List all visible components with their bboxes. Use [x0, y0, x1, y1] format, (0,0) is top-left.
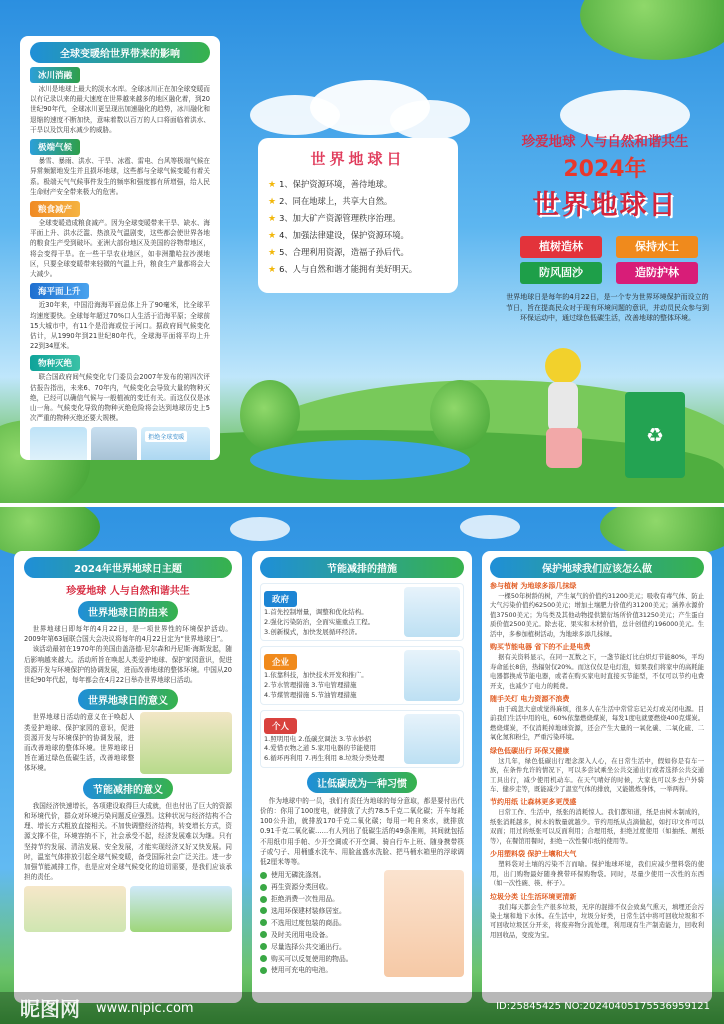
bottom-illustrations: [24, 886, 232, 932]
earth-day-list-item: [268, 177, 448, 194]
actions-title: 保护地球我们应该怎么做: [490, 557, 704, 578]
action-section: [490, 581, 704, 639]
recycle-bin-icon: ♻: [625, 392, 685, 478]
group-item: 2.强化污染防治，全面实施重点工程。: [264, 617, 375, 626]
list-item-text: 4、加强法律建设，保护资源环境。: [279, 230, 409, 241]
action-section: [490, 892, 704, 941]
theme-title: 2024年世界地球日主题: [24, 557, 232, 578]
bullet-icon: [260, 919, 267, 926]
lowcarbon-list-item: [260, 965, 384, 977]
lowcarbon-text: 作为地球中的一员，我们有责任为地球的每分意取，都是要付出代价的：你用了100度电，就排放了大约78.5千克二氧化碳；开车每耗100公升油，就排放170千克二氧化碳；每用一吨自来水，就排放0.91千克二氧化碳……有人列出了低碳生活的49条准则，其间就包括不用纸巾用手帕、少开空调或不开空调、骑自行车上班、随身携带筷子或勺子、用桶盛水洗车、用脸盆盛水洗脸、把马桶水箱里的浮球调低2厘米等等。: [260, 796, 464, 867]
list-item-text: 再生资源分类回收。: [271, 883, 333, 892]
cover-slogan: 珍爱地球 人与自然和谐共生: [521, 134, 689, 150]
action-text: 日常工作、生活中，纸张的消耗惊人。我们都知道，纸是由树木制成的，纸张消耗越多，树木的数量就越少。节约用纸从点滴做起，如打印文件可以双面；用过的纸张可以反面利用；合理用纸，拒绝过度使用（如抽纸、厕纸等），在餐馆用餐时，拒绝一次性餐巾纸的使用等。: [490, 809, 704, 845]
bullet-icon: [260, 955, 267, 962]
brochure-outside: [0, 0, 724, 503]
tag-plant-trees: 植树造林: [520, 236, 602, 258]
lowcarbon-list-item: [260, 954, 384, 966]
worker-body: [548, 382, 578, 432]
earth-day-list-item: [268, 211, 448, 228]
measure-group: [260, 646, 464, 704]
impact-section-extreme-weather: [30, 135, 210, 197]
section-text: 暴雪、暴雨、洪水、干旱、冰雹、雷电、台风等极端气候在异常频繁地发生并且损坏地球，这些都与全球气候变暖有着关系。极端天气气候事件发生的频率和强度都有所增强，给人民生命财产安全带来极大的危害。: [30, 157, 211, 196]
group-label: 政府: [264, 591, 297, 607]
stop-warming-image: [141, 427, 210, 460]
tree-foliage: [600, 507, 724, 557]
lowcarbon-list-item: [260, 882, 384, 894]
list-item-text: 5、合理利用资源，造福子孙后代。: [279, 247, 409, 258]
tree-foliage: [0, 507, 100, 557]
star-icon: ★: [268, 231, 277, 242]
stop-warming-caption: 拒绝全球变暖: [145, 431, 187, 442]
list-item-text: 使用无磷洗涤剂。: [271, 871, 326, 880]
watermark-url: www.nipic.com: [96, 1001, 194, 1016]
list-item-text: 6、人与自然和谐才能拥有美好明天。: [279, 264, 418, 275]
bullet-icon: [260, 884, 267, 891]
star-icon: ★: [268, 180, 277, 190]
garden-image: [130, 886, 232, 932]
factory-image: [91, 427, 137, 460]
action-text: 我们每天都会生产很多垃圾，无序的混排不仅会致臭气熏天，填埋还会污染土壤和地下水体。在生活中，垃圾分好类，日常生活中将可回收垃圾和不可回收垃圾区分开来，将废弃物分流处理，利用现有生产制造能力，回收利用回收品，变废为宝。: [490, 903, 704, 939]
lowcarbon-row: [260, 870, 464, 977]
lowcarbon-list-item: [260, 906, 384, 918]
group-item: 4.爱惜衣物之道 5.家用电器的节能使用: [264, 744, 376, 753]
worker-hat: [545, 348, 581, 384]
group-item: 2.节水管理措施 3.节电管理措施: [264, 681, 357, 689]
lowcarbon-list: [260, 870, 384, 977]
list-item-text: 不选用过度包装的商品。: [271, 918, 346, 927]
tag-sand-fixation: 防风固沙: [520, 262, 602, 284]
actions-sections: [490, 581, 704, 940]
measures-title: 节能减排的措施: [260, 557, 464, 578]
action-heading: 购买节能电器 省下的不止是电费: [490, 643, 591, 652]
section-text: 冰川是地球上最大的淡水水库。全球冰川正在加全球变暖而以有记录以来的最大速度在世界越来越多的地区融化着，到20世纪90年代，全球冰川更呈现出加速融化的趋势，冰川融化和退缩的速度不断加快，意味着数以百万的人口将面临着洪水、干旱以及饮用水减少的威胁。: [30, 85, 211, 134]
tag-soil-conservation: 保持水土: [616, 236, 698, 258]
bullet-icon: [260, 872, 267, 879]
worker-pants: [546, 428, 582, 468]
earth-day-list-item: [268, 194, 448, 211]
action-section: [490, 642, 704, 691]
meaning-text: 世界地球日活动的意义在于唤起人类爱护地球、保护家园的意识，促进资源开发与环境保护的协调发展，进而改善地球的整体环境。世界地球日旨在通过绿色低碳生活，改善地球整体环境。: [24, 713, 135, 773]
lowcarbon-list-item: [260, 942, 384, 954]
recycling-kids-image: [384, 870, 464, 977]
measures-panel: [252, 551, 472, 1003]
action-section: [490, 694, 704, 743]
group-item: 4.节煤管理措施 5.节油管理措施: [264, 690, 357, 699]
tree-foliage: [430, 380, 490, 450]
group-illustration: [404, 650, 460, 700]
action-section: [490, 797, 704, 846]
watermark-id: ID:25845425 NO:20240405175536959121: [496, 1001, 710, 1012]
earth-day-list-panel: [258, 138, 458, 293]
action-section: [490, 849, 704, 888]
cloud-shape: [460, 515, 520, 539]
origin-text-2: 该活动最初在1970年的美国由盖洛德·尼尔森和丹尼斯·海斯发起，随后影响越来越大。活动所旨在唤起人类爱护地球、保护家园意识，促进资源开发与环境保护的协调发展，进而改善地球的整体环境。中国从20世纪90年代起，每年都会在4月22日举办世界地球日活动。: [24, 645, 232, 685]
action-text: 据有关资料显示，在同一瓦数之下，一盏节能灯比白炽灯节能80%，平均寿命延长8倍，热辐射仅20%。而这仅仅是电灯泡，如果我们将家中的高耗能电器都换成节能电器，或者在购买家电时直接买节能型，不仅可以节约电费开支，也减少了电力的耗费。: [490, 654, 704, 690]
tree-foliage: [240, 380, 300, 450]
list-item-text: 拒绝消费一次性用品。: [271, 895, 339, 904]
action-heading: 垃圾分类 让生活环境更清新: [490, 892, 577, 901]
impact-section-food: [30, 197, 210, 279]
actions-panel: [482, 551, 712, 1003]
list-item-text: 2、同在地球上，共享大自然。: [279, 196, 393, 207]
bullet-icon: [260, 896, 267, 903]
measures-groups: [260, 583, 464, 768]
theme-panel: [14, 551, 242, 1003]
action-text: 这几年，绿色低碳出行理念深入人心，在日常生活中，假如你是有车一族，在条件允许的情况下，可以多尝试乘坐公共交通出行或者选择公共交通工具出行，减少使用机动车。在天气晴好的时候，大家也可以多去户外骑车、健步走等，既能减少了温室气体的排放，又能锻炼身体，一举两得。: [490, 757, 704, 793]
earth-day-list-item: [268, 228, 448, 245]
lowcarbon-list-item: [260, 894, 384, 906]
group-item: 1.依靠科技，加快技术开发和推广。: [264, 671, 368, 680]
section-label: 冰川消融: [30, 67, 80, 83]
kids-planting-image: [140, 712, 232, 773]
impact-title: 全球变暖给世界带来的影响: [30, 42, 210, 63]
impact-illustrations: [30, 427, 210, 460]
star-icon: ★: [268, 248, 277, 259]
bullet-icon: [260, 967, 267, 974]
meaning-heading: 世界地球日的意义: [78, 689, 178, 710]
group-item: 1.照明用电 2.低碳烹调法 3.节水妙招: [264, 734, 372, 743]
cloud-shape: [390, 100, 470, 140]
list-item-text: 3、加大矿产资源管理秩序治理。: [279, 213, 401, 224]
pond-shape: [250, 440, 470, 480]
brochure-inside: [0, 507, 724, 1024]
section-label: 海平面上升: [30, 283, 89, 299]
section-label: 物种灭绝: [30, 355, 80, 371]
saving-meaning-text: 我国经济快速增长，各项建设取得巨大成就，但也付出了巨大的资源和环境代价，群众对环境污染问题反应强烈。这种状况与经济结构不合理、增长方式粗放直接相关。不加快调整经济结构，转变增长方式，资源支撑不住，环境容纳不下，社会承受不起，经济发展难以为继。只有坚持节约发展、清洁发展、安全发展，才能实现经济又好又快发展。同时，温室气体排放引起全球气候变暖，备受国际社会广泛关注。进一步加强节能减排工作，也是应对全球气候变化的迫切需要，是我们应该承担的责任。: [24, 801, 232, 882]
action-heading: 节约用纸 让森林更多更茂盛: [490, 798, 577, 807]
origin-text-1: 世界地球日即每年的4月22日，是一项世界性的环境保护活动。2009年第63届联合国大会决议将每年的4月22日定为“世界地球日”。: [24, 625, 232, 644]
cover-heading: [490, 130, 720, 222]
section-label: 极端气候: [30, 139, 80, 155]
tree-foliage: [580, 0, 724, 60]
group-item: 6.循环再利用 7.再生利用 8.垃圾分类处理: [264, 754, 385, 762]
section-label: 粮食减产: [30, 201, 80, 217]
group-label: 个人: [264, 718, 297, 734]
saving-meaning-heading: 节能减排的意义: [83, 778, 173, 799]
bullet-icon: [260, 943, 267, 950]
action-heading: 绿色低碳出行 环保又健康: [490, 746, 570, 755]
action-section: [490, 746, 704, 795]
bullet-icon: [260, 907, 267, 914]
list-item-text: 选用环保建材装修居室。: [271, 906, 346, 915]
cloud-shape: [230, 517, 290, 541]
group-label: 企业: [264, 654, 297, 670]
bullet-icon: [260, 931, 267, 938]
group-item: 1.首先控制增量，调整和优化结构。: [264, 608, 368, 616]
watermark-logo: 昵图网: [20, 997, 80, 1021]
action-heading: 参与植树 为地球多添几抹绿: [490, 582, 577, 590]
theme-slogan: 珍爱地球 人与自然和谐共生: [66, 586, 190, 597]
lowcarbon-heading: 让低碳成为一种习惯: [307, 772, 417, 793]
action-text: 一棵50年树龄的树，产生氧气的价值约31200美元；吸收有毒气体、防止大气污染价值约62500美元；增加土壤肥力价值约31200美元；涵养水源价值37500美元；为鸟类及其他动物提供繁衍场所价值31250美元；产生蛋白质价值2500美元。除去花、果实和木材价值，总计创值约196000美元。生活中，多参加植树活动，为地球多添几抹绿。: [490, 593, 704, 638]
family-image: [24, 886, 126, 932]
cover-title: 世界地球日: [532, 190, 678, 221]
cover-description: 世界地球日是每年的4月22日，是一个专为世界环境保护而设立的节日，旨在提高民众对于现有环境问题的意识，并动员民众参与到环保运动中，通过绿色低碳生活，改善地球的整体环境。: [506, 293, 709, 322]
action-text: 塑料袋对土壤的污染不言而喻。保护地球环境，我们应减少塑料袋的使用，出门购物最好随身携带环保购物袋。同时，尽量少使用一次性的东西（如一次性碗、筷、杯子）。: [490, 861, 704, 888]
star-icon: ★: [268, 214, 277, 225]
measure-group: [260, 583, 464, 641]
impact-section-extinction: [30, 351, 210, 423]
section-text: 全球变暖造成粮食减产。因为全球变暖带来干旱、缺水、海平面上升、洪水泛滥、热浪及气温剧变，这些都会使世界各地的粮食生产受到破坏。亚洲大部份地区及美国的谷物带地区，将会变得干旱。在一些干旱农业地区，如非洲撒哈拉沙漠地区，只要全球变暖带来轻微的气温上升，粮食生产量都将会大大减少。: [30, 218, 211, 279]
impact-section-glacier: [30, 63, 210, 135]
action-heading: 少用塑料袋 保护土壤和大气: [490, 850, 577, 859]
list-item-text: 购买可以反复使用的物品。: [271, 954, 353, 963]
polar-bear-image: [30, 427, 87, 460]
section-text: 联合国政府间气候变化专门委员会2007年发布的第四次评估报告指出，未来6、70年内，气候变化会导致大量的物种灭绝，已经可以确信气候与一般植被的变迁有关。而这仅仅是冰山一角。气候变化导致的物种灭绝危险将会达到地球历史上5次严重的物种灭绝还要大规模。: [30, 373, 210, 423]
star-icon: ★: [268, 265, 277, 276]
lowcarbon-list-item: [260, 870, 384, 882]
lowcarbon-list-item: [260, 918, 384, 930]
meaning-row: [24, 712, 232, 773]
list-item-text: 1、保护资源环境，善待地球。: [279, 179, 393, 189]
action-heading: 随手关灯 电力资源不浪费: [490, 694, 570, 703]
earth-day-list-title: 世界地球日: [310, 150, 406, 168]
list-item-text: 及时关闭用电设备。: [271, 930, 333, 939]
origin-heading: 世界地球日的由来: [78, 601, 178, 622]
tag-shelter-forest: 造防护林: [616, 262, 698, 284]
earth-day-list-item: [268, 245, 448, 262]
group-item: 3.创新模式，加快发展循环经济。: [264, 627, 362, 636]
cover-year: 2024年: [563, 157, 647, 182]
group-illustration: [404, 714, 460, 764]
list-item-text: 尽量选择公共交通出行。: [271, 942, 346, 951]
star-icon: ★: [268, 197, 277, 208]
list-item-text: 使用可充电的电池。: [271, 966, 333, 975]
earth-day-list: [268, 177, 448, 280]
measure-group: [260, 710, 464, 768]
action-text: 由于疏忽大意或觉得麻烦，很多人在生活中常常忘记关灯或关闭电源。目前我们生活中用的电，60%依靠燃烧煤炭，每发1度电就要燃烧400克煤炭。燃烧煤炭，不仅消耗掉地球资源，还会产生大量的一氧化碳、二氧化硫、二氧化氮和粉尘，严重污染环境。: [490, 705, 704, 742]
group-illustration: [404, 587, 460, 637]
impact-section-sea-level: [30, 279, 210, 351]
impact-panel: [20, 36, 220, 460]
earth-day-list-item: [268, 262, 448, 279]
section-text: 近30年来，中国沿海海平面总体上升了90毫米，比全球平均速度要快。全球每年超过70%口人生活于沿海平原；全球前15大城市中，有11个是沿海或位于河口。据政府间气候变化估计，从1990年到21世纪80年代，全球海平面将平均上升22到34厘米。: [30, 301, 210, 351]
lowcarbon-list-item: [260, 930, 384, 942]
